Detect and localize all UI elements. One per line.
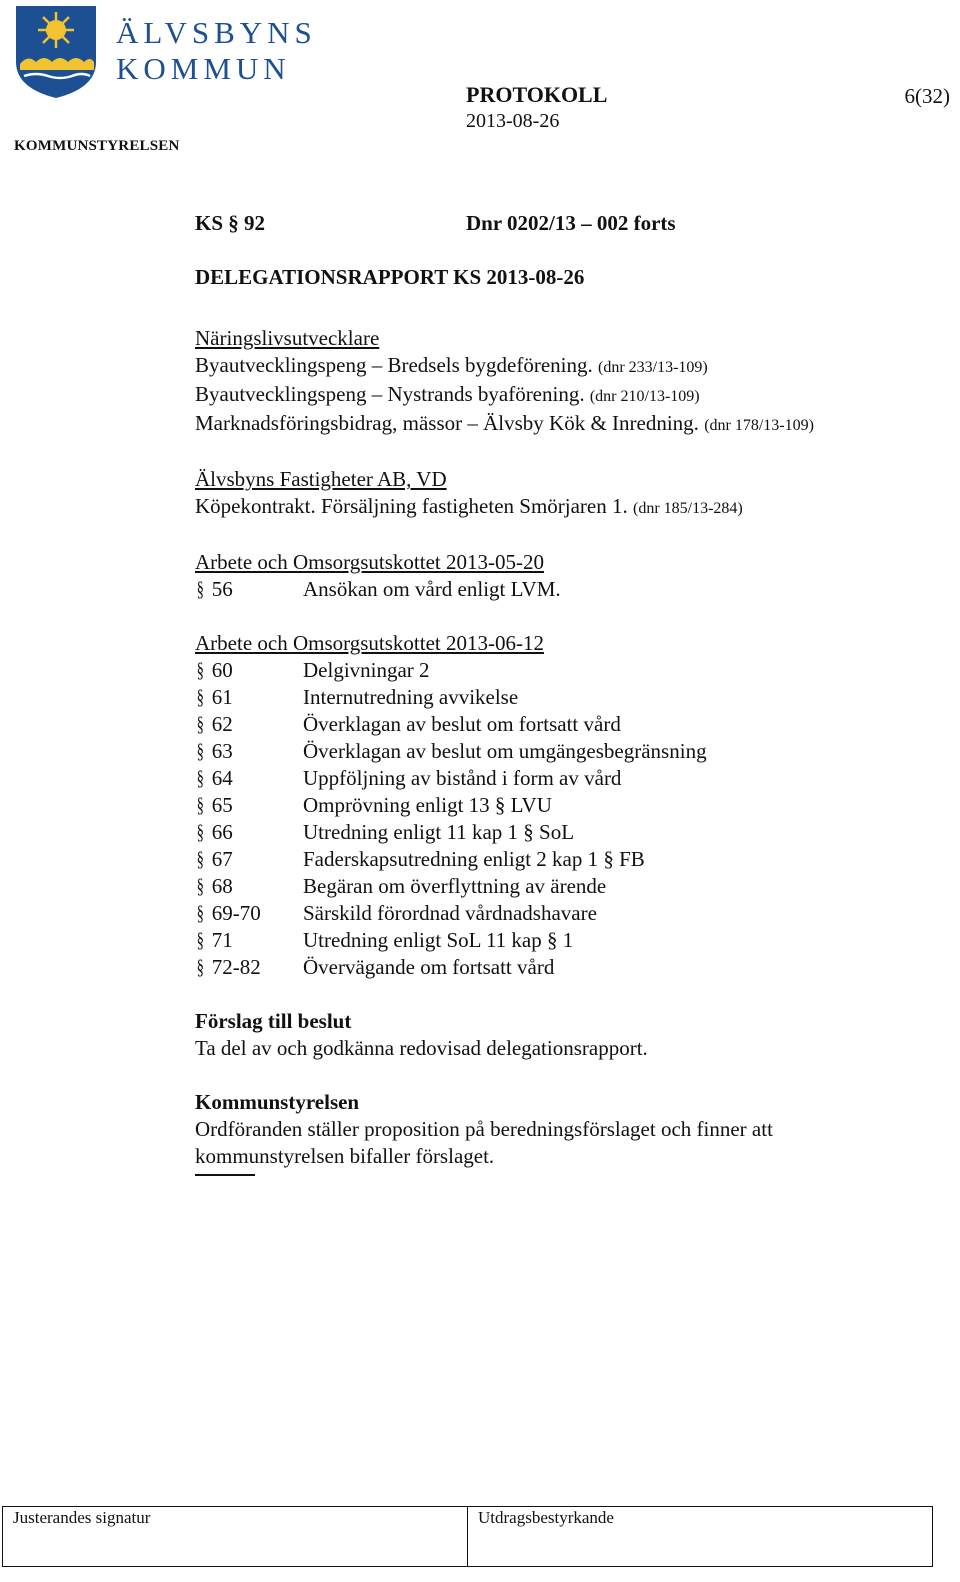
paragraph-number: 61 xyxy=(211,685,233,709)
fastigheter-title: Älvsbyns Fastigheter AB, VD xyxy=(195,467,447,491)
paragraph-number: 69-70 xyxy=(211,901,261,925)
paragraph-number: 62 xyxy=(211,712,233,736)
certification-label: Utdragsbestyrkande xyxy=(478,1508,614,1527)
paragraph-row xyxy=(195,765,915,792)
naringsliv-item xyxy=(195,381,915,410)
paragraph-text: Överklagan av beslut om fortsatt vård xyxy=(303,712,621,736)
paragraph-text: Begäran om överflyttning av ärende xyxy=(303,874,607,898)
paragraph-row xyxy=(195,684,915,711)
end-rule xyxy=(195,1174,255,1176)
section-sign-icon: § xyxy=(196,739,204,763)
ao-committee-title-1: Arbete och Omsorgsutskottet 2013-05-20 xyxy=(195,550,544,574)
department-name: KOMMUNSTYRELSEN xyxy=(14,138,180,154)
municipality-coat-of-arms-logo xyxy=(14,4,98,100)
decision-text: Ordföranden ställer proposition på beredningsförslaget och finner att kommunstyrelsen bifaller förslaget. xyxy=(195,1117,773,1168)
section-sign-icon: § xyxy=(196,928,204,952)
paragraph-row xyxy=(195,792,915,819)
section-sign-icon: § xyxy=(196,766,204,790)
paragraph-row xyxy=(195,657,915,684)
item-text: Byautvecklingspeng – Bredsels bygdeförening. xyxy=(195,353,593,377)
item-text: Marknadsföringsbidrag, mässor – Älvsby Kök & Inredning. xyxy=(195,411,699,435)
paragraph-text: Ansökan om vård enligt LVM. xyxy=(303,577,561,601)
section-sign-icon: § xyxy=(196,874,204,898)
item-text: Köpekontrakt. Försäljning fastigheten Smörjaren 1. xyxy=(195,494,628,518)
paragraph-number: 64 xyxy=(211,766,233,790)
ks-paragraph-number: KS § 92 xyxy=(195,211,266,235)
page-number: 6(32) xyxy=(904,84,950,108)
paragraph-row xyxy=(195,576,915,603)
certification-cell xyxy=(468,1507,932,1566)
paragraph-row xyxy=(195,873,915,900)
paragraph-number: 71 xyxy=(211,928,233,952)
paragraph-text: Omprövning enligt 13 § LVU xyxy=(303,793,552,817)
brand-name-line1: ÄLVSBYNS xyxy=(116,15,317,50)
paragraph-text: Faderskapsutredning enligt 2 kap 1 § FB xyxy=(303,847,645,871)
section-sign-icon: § xyxy=(196,658,204,682)
paragraph-text: Delgivningar 2 xyxy=(303,658,430,682)
paragraph-text: Utredning enligt SoL 11 kap § 1 xyxy=(303,928,574,952)
paragraph-number: 72-82 xyxy=(211,955,261,979)
paragraph-row xyxy=(195,819,915,846)
section-sign-icon: § xyxy=(196,901,204,925)
signature-label: Justerandes signatur xyxy=(13,1508,151,1527)
paragraph-row xyxy=(195,738,915,765)
diary-number: Dnr 0202/13 – 002 forts xyxy=(466,211,676,235)
paragraph-text: Övervägande om fortsatt vård xyxy=(303,955,555,979)
proposal-text: Ta del av och godkänna redovisad delegationsrapport. xyxy=(195,1036,648,1060)
paragraph-text: Särskild förordnad vårdnadshavare xyxy=(303,901,597,925)
paragraph-text: Internutredning avvikelse xyxy=(303,685,519,709)
ao-committee-title-2: Arbete och Omsorgsutskottet 2013-06-12 xyxy=(195,631,544,655)
decision-title: Kommunstyrelsen xyxy=(195,1090,360,1114)
paragraph-text: Överklagan av beslut om umgängesbegränsning xyxy=(303,739,707,763)
document-type: PROTOKOLL xyxy=(466,82,608,107)
report-content xyxy=(195,325,915,1176)
section-sign-icon: § xyxy=(196,820,204,844)
fastigheter-item xyxy=(195,493,915,522)
naringsliv-item xyxy=(195,410,915,439)
section-sign-icon: § xyxy=(196,685,204,709)
paragraph-number: 68 xyxy=(211,874,233,898)
section-sign-icon: § xyxy=(196,955,204,979)
section-sign-icon: § xyxy=(196,793,204,817)
item-text: Byautvecklingspeng – Nystrands byaförening. xyxy=(195,382,585,406)
paragraph-row xyxy=(195,846,915,873)
section-sign-icon: § xyxy=(196,577,204,601)
paragraph-number: 60 xyxy=(211,658,233,682)
item-dnr: (dnr 185/13-284) xyxy=(633,500,743,517)
item-dnr: (dnr 210/13-109) xyxy=(589,388,700,405)
paragraph-number: 65 xyxy=(211,793,233,817)
paragraph-text: Uppföljning av bistånd i form av vård xyxy=(303,766,622,790)
naringsliv-item xyxy=(195,352,915,381)
signature-footer xyxy=(2,1506,933,1567)
item-dnr: (dnr 233/13-109) xyxy=(598,359,708,376)
paragraph-row xyxy=(195,927,915,954)
paragraph-number: 63 xyxy=(211,739,233,763)
paragraph-row xyxy=(195,711,915,738)
naringsliv-title: Näringslivsutvecklare xyxy=(195,326,380,350)
paragraph-row xyxy=(195,954,915,981)
report-heading: DELEGATIONSRAPPORT KS 2013-08-26 xyxy=(195,265,585,289)
proposal-title: Förslag till beslut xyxy=(195,1009,352,1033)
section-sign-icon: § xyxy=(196,712,204,736)
paragraph-text: Utredning enligt 11 kap 1 § SoL xyxy=(303,820,575,844)
brand-name-line2: KOMMUN xyxy=(116,51,291,86)
document-date: 2013-08-26 xyxy=(466,110,560,132)
paragraph-row xyxy=(195,900,915,927)
paragraph-number: 56 xyxy=(211,577,233,601)
section-sign-icon: § xyxy=(196,847,204,871)
paragraph-number: 66 xyxy=(211,820,233,844)
signature-cell xyxy=(3,1507,468,1566)
item-dnr: (dnr 178/13-109) xyxy=(704,417,814,434)
paragraph-number: 67 xyxy=(211,847,233,871)
